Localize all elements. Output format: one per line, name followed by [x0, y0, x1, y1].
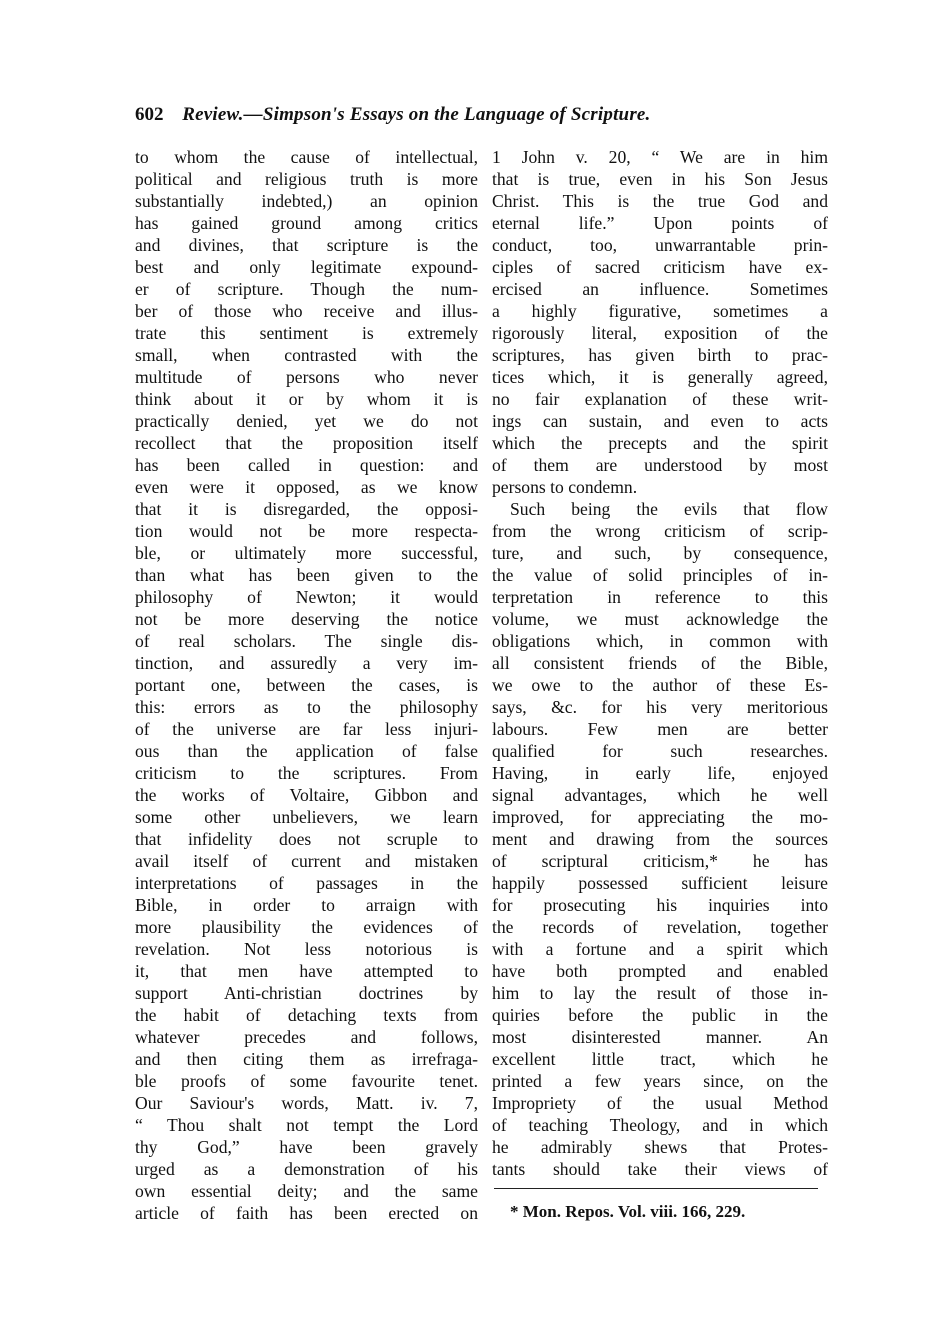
text-line: philosophy of Newton; it would: [135, 587, 478, 607]
text-line: whatever precedes and follows,: [135, 1027, 478, 1047]
text-line: improved, for appreciating the mo-: [492, 807, 828, 827]
text-line: labours. Few men are better: [492, 719, 828, 739]
text-line: has gained ground among critics: [135, 213, 478, 233]
text-line: than what has been given to the: [135, 565, 478, 585]
text-line: Our Saviour's words, Matt. iv. 7,: [135, 1093, 478, 1113]
text-line: Bible, in order to arraign with: [135, 895, 478, 915]
running-head: [135, 104, 835, 130]
text-line: Having, in early life, enjoyed: [492, 763, 828, 783]
text-line: that is true, even in his Son Jesus: [492, 169, 828, 189]
text-line: obligations which, in common with: [492, 631, 828, 651]
text-line: portant one, between the cases, is: [135, 675, 478, 695]
text-line: best and only legitimate expound-: [135, 257, 478, 277]
text-line: substantially indebted,) an opinion: [135, 191, 478, 211]
text-line: that infidelity does not scruple to: [135, 829, 478, 849]
text-line: er of scripture. Though the num-: [135, 279, 478, 299]
text-line: of them are understood by most: [492, 455, 828, 475]
right-column: [492, 146, 828, 1180]
text-line: tinction, and assuredly a very im-: [135, 653, 478, 673]
text-line: tants should take their views of: [492, 1159, 828, 1179]
text-line: small, when contrasted with the: [135, 345, 478, 365]
text-line: support Anti-christian doctrines by: [135, 983, 478, 1003]
text-line: article of faith has been erected on: [135, 1203, 478, 1223]
text-line: Christ. This is the true God and: [492, 191, 828, 211]
text-line: a highly figurative, sometimes a: [492, 301, 828, 321]
text-line: criticism to the scriptures. From: [135, 763, 478, 783]
text-line: no fair explanation of these writ-: [492, 389, 828, 409]
text-line: urged as a demonstration of his: [135, 1159, 478, 1179]
text-line: with a fortune and a spirit which: [492, 939, 828, 959]
text-line: ment and drawing from the sources: [492, 829, 828, 849]
text-line: the value of solid principles of in-: [492, 565, 828, 585]
text-line: terpretation in reference to this: [492, 587, 828, 607]
text-line: all consistent friends of the Bible,: [492, 653, 828, 673]
text-line: tices which, it is generally agreed,: [492, 367, 828, 387]
text-line: interpretations of passages in the: [135, 873, 478, 893]
text-line: ciples of sacred criticism have ex-: [492, 257, 828, 277]
text-line: own essential deity; and the same: [135, 1181, 478, 1201]
text-line: from the wrong criticism of scrip-: [492, 521, 828, 541]
text-line: have both prompted and enabled: [492, 961, 828, 981]
text-line: ble, or ultimately more successful,: [135, 543, 478, 563]
text-line: it, that men have attempted to: [135, 961, 478, 981]
text-line: persons to condemn.: [492, 477, 638, 497]
text-line: political and religious truth is more: [135, 169, 478, 189]
text-line: trate this sentiment is extremely: [135, 323, 478, 343]
text-line: for prosecuting his inquiries into: [492, 895, 828, 915]
text-line: think about it or by whom it is: [135, 389, 478, 409]
text-line: of real scholars. The single dis-: [135, 631, 478, 651]
text-line: of scriptural criticism,* he has: [492, 851, 828, 871]
text-line: Such being the evils that flow: [510, 499, 828, 519]
text-line: he admirably shews that Protes-: [492, 1137, 828, 1157]
text-line: we owe to the author of these Es-: [492, 675, 828, 695]
text-line: eternal life.” Upon points of: [492, 213, 828, 233]
text-line: volume, we must acknowledge the: [492, 609, 828, 629]
text-line: most disinterested manner. An: [492, 1027, 828, 1047]
text-line: ber of those who receive and illus-: [135, 301, 478, 321]
text-line: printed a few years since, on the: [492, 1071, 828, 1091]
running-title: Review.—Simpson's Essays on the Language of Scripture.: [182, 104, 651, 125]
text-line: signal advantages, which he well: [492, 785, 828, 805]
text-line: and divines, that scripture is the: [135, 235, 478, 255]
text-line: practically denied, yet we do not: [135, 411, 478, 431]
text-line: to whom the cause of intellectual,: [135, 147, 478, 167]
text-line: which the precepts and the spirit: [492, 433, 828, 453]
text-line: Impropriety of the usual Method: [492, 1093, 828, 1113]
text-line: this: errors as to the philosophy: [135, 697, 478, 717]
text-line: ous than the application of false: [135, 741, 478, 761]
text-line: not be more deserving the notice: [135, 609, 478, 629]
text-line: the habit of detaching texts from: [135, 1005, 478, 1025]
text-line: thy God,” have been gravely: [135, 1137, 478, 1157]
text-line: ercised an influence. Sometimes: [492, 279, 828, 299]
text-line: and then citing them as irrefraga-: [135, 1049, 478, 1069]
text-line: avail itself of current and mistaken: [135, 851, 478, 871]
text-line: has been called in question: and: [135, 455, 478, 475]
text-line: revelation. Not less notorious is: [135, 939, 478, 959]
text-line: of teaching Theology, and in which: [492, 1115, 828, 1135]
text-line: says, &c. for his very meritorious: [492, 697, 828, 717]
text-line: multitude of persons who never: [135, 367, 478, 387]
text-line: ture, and such, by consequence,: [492, 543, 828, 563]
text-line: rigorously literal, exposition of the: [492, 323, 828, 343]
page-number: 602: [135, 104, 164, 125]
footnote-divider: [494, 1188, 818, 1189]
left-column: [135, 146, 478, 1224]
text-line: even were it opposed, as we know: [135, 477, 478, 497]
text-line: ble proofs of some favourite tenet.: [135, 1071, 478, 1091]
text-line: of the universe are far less injuri-: [135, 719, 478, 739]
text-line: 1 John v. 20, “ We are in him: [492, 147, 828, 167]
text-line: more plausibility the evidences of: [135, 917, 478, 937]
text-line: quiries before the public in the: [492, 1005, 828, 1025]
text-line: scriptures, has given birth to prac-: [492, 345, 828, 365]
text-line: tion would not be more respecta-: [135, 521, 478, 541]
text-line: qualified for such researches.: [492, 741, 828, 761]
text-line: him to lay the result of those in-: [492, 983, 828, 1003]
text-line: some other unbelievers, we learn: [135, 807, 478, 827]
footnote: * Mon. Repos. Vol. viii. 166, 229.: [510, 1202, 746, 1221]
text-line: recollect that the proposition itself: [135, 433, 478, 453]
text-line: the records of revelation, together: [492, 917, 828, 937]
text-line: the works of Voltaire, Gibbon and: [135, 785, 478, 805]
text-line: “ Thou shalt not tempt the Lord: [135, 1115, 478, 1135]
text-line: ings can sustain, and even to acts: [492, 411, 828, 431]
text-line: excellent little tract, which he: [492, 1049, 828, 1069]
text-line: happily possessed sufficient leisure: [492, 873, 828, 893]
text-line: conduct, too, unwarrantable prin-: [492, 235, 828, 255]
text-line: that it is disregarded, the opposi-: [135, 499, 478, 519]
